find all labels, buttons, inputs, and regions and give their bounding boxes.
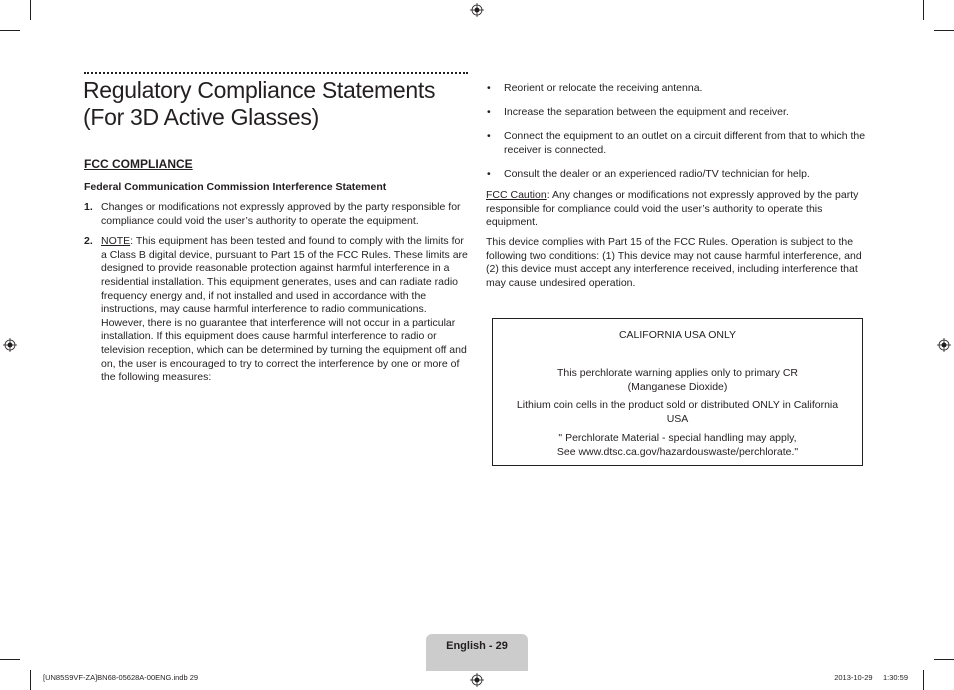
interference-measures-list xyxy=(486,82,874,192)
crosshair-registration-icon xyxy=(3,338,17,352)
crop-mark-bottom-right-h xyxy=(934,659,954,660)
bullet-icon: • xyxy=(487,82,491,94)
lithium-line: USA xyxy=(666,412,689,425)
print-slug-filename: [UN85S9VF-ZA]BN68-05628A-00ENG.indb 29 xyxy=(43,673,199,682)
page-number-label: English - 29 xyxy=(446,640,508,652)
list-item xyxy=(486,130,874,157)
numbered-statement-list xyxy=(84,201,468,392)
page-number-tab xyxy=(426,634,528,671)
measure-text: Connect the equipment to an outlet on a circuit different from that to which the receiver is connected. xyxy=(504,130,866,156)
notice-line: See www.dtsc.ca.gov/hazardouswaste/perchlorate." xyxy=(556,445,799,458)
measure-text: Increase the separation between the equipment and receiver. xyxy=(504,106,789,119)
california-box-title: CALIFORNIA USA ONLY xyxy=(618,329,737,341)
list-item xyxy=(84,201,468,228)
crosshair-registration-icon xyxy=(470,3,484,17)
perchlorate-handling-notice xyxy=(503,432,852,459)
fcc-compliance-heading: FCC COMPLIANCE xyxy=(84,157,193,171)
item-number: 2. xyxy=(84,235,93,248)
item-number: 1. xyxy=(84,201,93,213)
crop-mark-bottom-left-v xyxy=(30,670,31,690)
page-title-line: (For 3D Active Glasses) xyxy=(83,104,319,130)
page-title xyxy=(83,77,473,131)
item-text: : This equipment has been tested and found to comply with the limits for a Class B digital device, pursuant to Part 15 of the FCC Rules. These limits are designed to provide reasonable protection against harmful interference in a residential installation. This equipment generates, uses and can radiate radio frequency energy and, if not installed and used in accordance with the instructions, may cause harmful interference to radio communications. However, there is no guarantee that interference will not occur in a particular installation. If this equipment does cause harmful interference to radio or television reception, which can be determined by turning the equipment off and on, the user is encouraged to try to correct the interference by one or more of the following measures: xyxy=(101,235,468,384)
fcc-caution-label: FCC Caution xyxy=(486,189,547,201)
crop-mark-top-right-h xyxy=(934,30,954,31)
crop-mark-top-left-v xyxy=(30,0,31,20)
crosshair-registration-icon xyxy=(470,673,484,687)
print-slug-timestamp: 2013-10-29 1:30:59 xyxy=(834,673,908,682)
perchlorate-warning xyxy=(503,367,852,394)
lithium-line: Lithium coin cells in the product sold or distributed ONLY in California xyxy=(516,399,839,411)
crop-mark-top-right-v xyxy=(923,0,924,20)
measure-text: Reorient or relocate the receiving antenna. xyxy=(504,82,703,94)
list-item xyxy=(486,168,874,182)
fcc-caution-paragraph xyxy=(486,189,874,230)
list-item xyxy=(486,106,874,120)
crosshair-registration-icon xyxy=(937,338,951,352)
list-item xyxy=(84,235,468,385)
california-notice-box xyxy=(492,318,863,466)
interference-statement-heading: Federal Communication Commission Interference Statement xyxy=(84,181,387,193)
notice-line: " Perchlorate Material - special handling may apply, xyxy=(558,432,797,444)
perchlorate-line: (Manganese Dioxide) xyxy=(627,380,728,393)
perchlorate-line: This perchlorate warning applies only to primary CR xyxy=(556,367,799,379)
title-dotted-rule xyxy=(84,72,468,74)
measure-text: Consult the dealer or an experienced radio/TV technician for help. xyxy=(504,167,810,180)
bullet-icon: • xyxy=(487,167,491,180)
bullet-icon: • xyxy=(487,106,491,119)
page-title-line: Regulatory Compliance Statements xyxy=(83,77,436,103)
list-item xyxy=(486,82,874,96)
part15-paragraph: This device complies with Part 15 of the FCC Rules. Operation is subject to the following two conditions: (1) This device may not cause harmful interference, and (2) this device must accept any interference received, including interference that may cause undesired operation. xyxy=(486,236,862,289)
lithium-notice xyxy=(503,399,852,426)
crop-mark-bottom-right-v xyxy=(923,670,924,690)
bullet-icon: • xyxy=(487,130,491,143)
crop-mark-top-left-h xyxy=(0,30,20,31)
note-label: NOTE xyxy=(101,235,131,248)
crop-mark-bottom-left-h xyxy=(0,659,20,660)
fcc-caution-text: : Any changes or modifications not expressly approved by the party responsible for compliance could void the user’s authority to operate this equipment. xyxy=(486,189,859,229)
item-text: Changes or modifications not expressly approved by the party responsible for compliance could void the user’s authority to operate the equipment. xyxy=(101,201,461,227)
